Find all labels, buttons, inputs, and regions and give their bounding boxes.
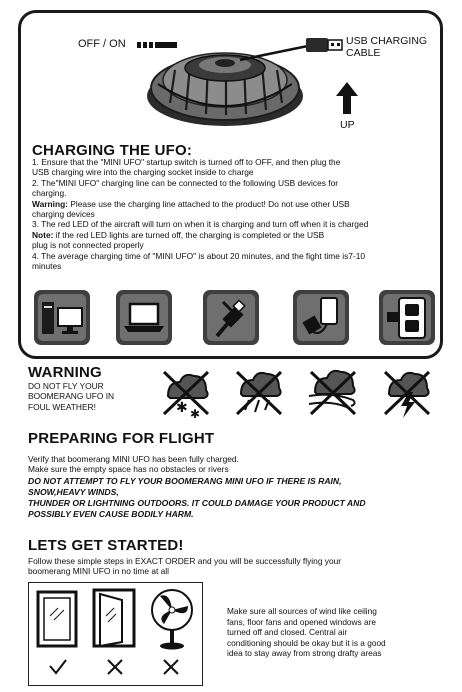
weather-warning-title: WARNING	[28, 364, 102, 381]
up-label: UP	[340, 119, 355, 131]
no-snow-icon	[160, 366, 212, 420]
desktop-computer-icon	[34, 290, 90, 345]
switch-pointer-arrow	[137, 40, 187, 50]
usb-cable-icon	[203, 290, 259, 345]
preparing-danger-warning: DO NOT ATTEMPT TO FLY YOUR BOOMERANG MINI UFO IF THERE IS RAIN, SNOW,HEAVY WINDS, THUNDER OR LIGHTNING OUTDOORS. IT COULD DAMAGE YOUR PRODUCT AND POSSIBLY EVEN CAUSE BODILY HARM.	[28, 476, 366, 519]
wall-outlet-icon	[379, 290, 435, 345]
svg-text:✱: ✱	[176, 400, 188, 416]
wind-advice-text: Make sure all sources of wind like ceiling fans, floor fans and opened windows are turned off and closed. Central air conditioning should be okay but it is a good idea to stay away from strong drafty areas	[227, 606, 386, 659]
cross-mark-icon	[106, 658, 124, 676]
closed-window-icon	[36, 590, 78, 650]
preparing-title: PREPARING FOR FLIGHT	[28, 430, 215, 447]
phone-charger-icon	[293, 290, 349, 345]
laptop-icon	[116, 290, 172, 345]
preparing-text: Verify that boomerang MINI UFO has been fully charged. Make sure the empty space has no obstacles or rivers	[28, 454, 239, 475]
no-wind-icon	[307, 366, 359, 420]
fan-icon	[146, 588, 198, 652]
up-arrow-icon	[336, 82, 358, 116]
started-title: LETS GET STARTED!	[28, 537, 184, 554]
usb-cable-label: USB CHARGING CABLE	[346, 35, 428, 59]
started-intro: Follow these simple steps in EXACT ORDER and you will be successfully flying your boomerang MINI UFO in no time at all	[28, 556, 342, 577]
weather-warning-text: DO NOT FLY YOUR BOOMERANG UFO IN FOUL WEATHER!	[28, 381, 115, 412]
charging-title: CHARGING THE UFO:	[32, 142, 193, 159]
check-mark-icon	[48, 658, 68, 676]
svg-text:✱: ✱	[190, 407, 201, 420]
no-rain-icon	[233, 366, 285, 420]
charging-instructions: 1. Ensure that the "MINI UFO" startup switch is turned off to OFF, and then plug the USB charging wire into the charging socket inside to charge 2. The"MINI UFO" charging line can be connected to the following USB devices for charging. Warning: Please use the charging line attached to the product! Do not use other USB charging devices 3. The red LED of the aircraft will turn on when it is charging and turn off when it is charged Note: if the red LED lights are turned off, the charging is completed or the USB plug is not connected properly 4. The average charging time of "MINI UFO" is about 20 minutes, and the fight time is7-10 minutes	[32, 157, 369, 272]
cross-mark-icon	[162, 658, 180, 676]
switch-label: OFF / ON	[78, 38, 126, 50]
open-window-icon	[92, 588, 138, 650]
usb-cable-illustration	[238, 28, 348, 68]
no-lightning-icon	[381, 366, 433, 420]
